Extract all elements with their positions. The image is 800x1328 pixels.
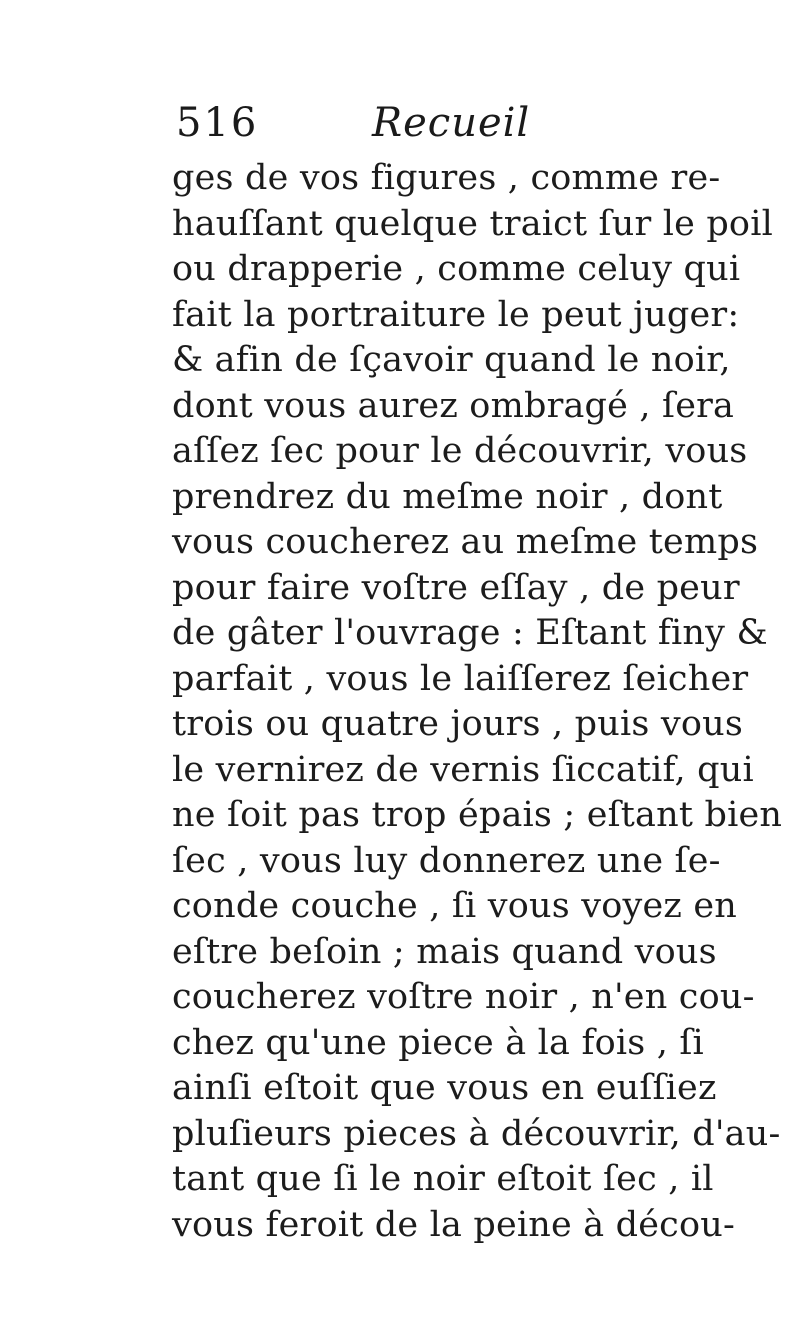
text-line: aſſez ſec pour le découvrir, vous: [172, 431, 748, 471]
body-text: [172, 156, 783, 1248]
text-line: ainſi eſtoit que vous en euſſiez: [172, 1068, 717, 1108]
text-line: & afin de ſçavoir quand le noir,: [172, 340, 731, 380]
text-line: ges de vos figures , comme re-: [172, 158, 721, 198]
text-line: fait la portraiture le peut juger:: [172, 294, 740, 335]
text-line: pluſieurs pieces à découvrir, d'au-: [172, 1113, 781, 1154]
text-line: ou drapperie , comme celuy qui: [172, 249, 741, 289]
text-line: conde couche , ſi vous voyez en: [172, 886, 738, 926]
text-line: prendrez du meſme noir , dont: [172, 476, 723, 517]
text-line: vous coucherez au meſme temps: [172, 522, 759, 562]
text-line: parfait , vous le laiſſerez ſeicher: [172, 658, 749, 699]
text-line: dont vous aurez ombragé , ſera: [172, 385, 735, 426]
page-header: [172, 100, 692, 156]
text-line: trois ou quatre jours , puis vous: [172, 704, 744, 744]
text-line: eſtre beſoin ; mais quand vous: [172, 931, 717, 972]
text-line: tant que ſi le noir eſtoit ſec , il: [172, 1159, 714, 1199]
text-line: le vernirez de vernis ſiccatif, qui: [172, 749, 754, 790]
page-number: 516: [176, 100, 259, 146]
text-line: pour faire voſtre eſſay , de peur: [172, 567, 740, 608]
text-line: hauſſant quelque traict ſur le poil: [172, 203, 773, 244]
text-line: ne ſoit pas trop épais ; eſtant bien: [172, 795, 783, 835]
text-line: de gâter l'ouvrage : Eſtant finy &: [172, 613, 768, 653]
text-line: vous feroit de la peine à décou-: [172, 1204, 735, 1245]
text-line: coucherez voſtre noir , n'en cou-: [172, 977, 755, 1017]
text-line: chez qu'une piece à la fois , ſi: [172, 1022, 704, 1063]
running-title: Recueil: [372, 100, 531, 146]
text-line: ſec , vous luy donnerez une ſe-: [172, 840, 721, 881]
